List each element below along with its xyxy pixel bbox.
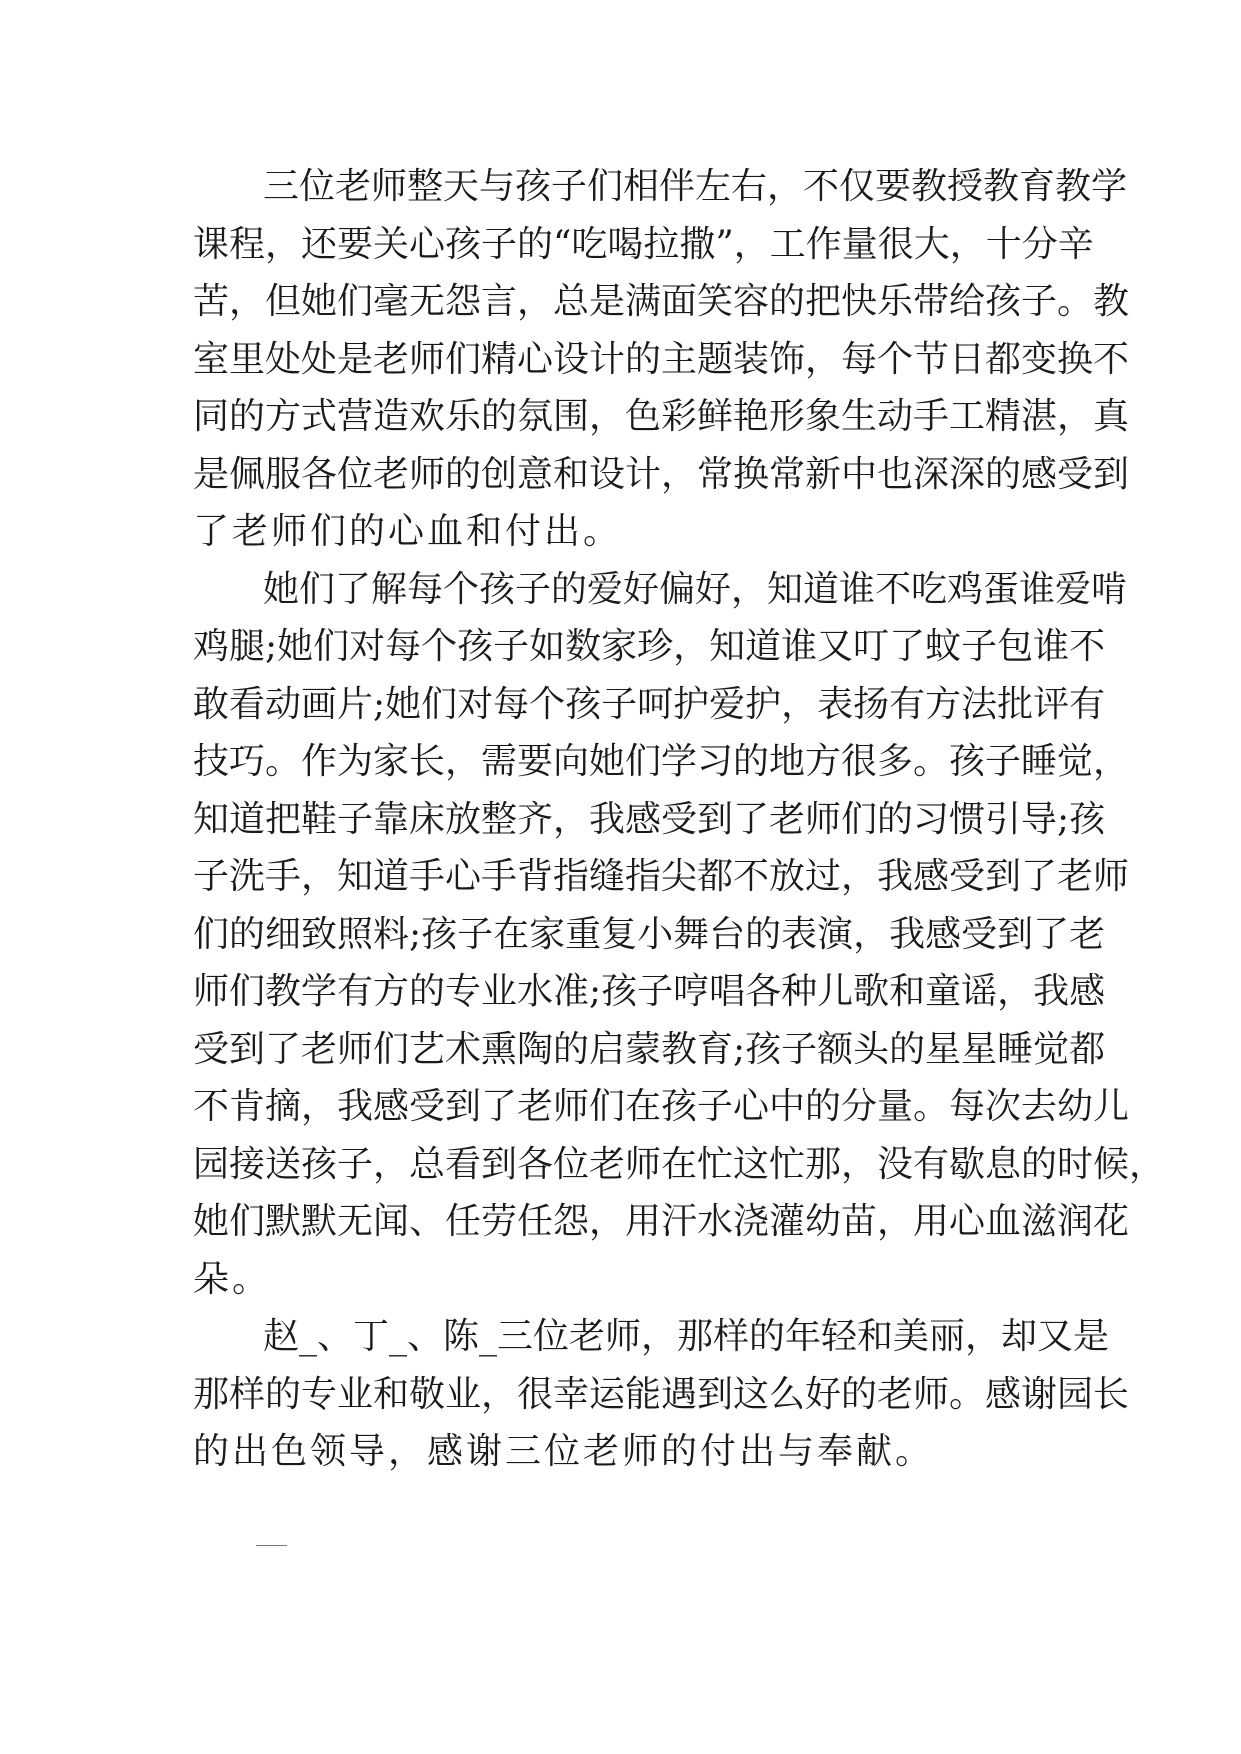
paragraph-1	[193, 158, 1130, 561]
text-line: 知道把鞋子靠床放整齐，我感受到了老师们的习惯引导;孩	[193, 798, 1106, 840]
text-line: 技巧。作为家长，需要向她们学习的地方很多。孩子睡觉，	[193, 741, 1130, 782]
text-line: 课程，还要关心孩子的“吃喝拉撒”，工作量很大，十分辛	[193, 223, 1094, 265]
text-line: 了老师们的心血和付出。	[193, 511, 623, 552]
text-line: 她们了解每个孩子的爱好偏好，知道谁不吃鸡蛋谁爱啃	[263, 568, 1128, 610]
text-line: 园接送孩子，总看到各位老师在忙这忙那，没有歇息的时候，	[193, 1143, 1166, 1185]
text-line: 师们教学有方的专业水准;孩子哼唱各种儿歌和童谣，我感	[193, 971, 1106, 1012]
text-line: 朵。	[193, 1258, 272, 1300]
body-text	[193, 158, 1166, 1481]
paragraph-3	[193, 1308, 1130, 1481]
text-line: 那样的专业和敬业，很幸运能遇到这么好的老师。感谢园长	[193, 1373, 1130, 1415]
text-line: 室里处处是老师们精心设计的主题装饰，每个节日都变换不	[193, 338, 1130, 380]
text-line: 同的方式营造欢乐的氛围，色彩鲜艳形象生动手工精湛，真	[193, 396, 1130, 437]
text-line: 鸡腿;她们对每个孩子如数家珍，知道谁又叮了蚊子包谁不	[193, 626, 1106, 667]
text-line: 子洗手，知道手心手背指缝指尖都不放过，我感受到了老师	[193, 856, 1130, 897]
text-line: 受到了老师们艺术熏陶的启蒙教育;孩子额头的星星睡觉都	[193, 1028, 1106, 1070]
text-line: 苦，但她们毫无怨言，总是满面笑容的把快乐带给孩子。教	[193, 281, 1130, 322]
text-line: 她们默默无闻、任劳任怨，用汗水浇灌幼苗，用心血滋润花	[193, 1201, 1130, 1242]
text-line: 们的细致照料;孩子在家重复小舞台的表演，我感受到了老	[193, 913, 1106, 955]
text-line: 是佩服各位老师的创意和设计，常换常新中也深深的感受到	[193, 453, 1130, 495]
text-line: 赵_、丁_、陈_三位老师，那样的年轻和美丽，却又是	[263, 1316, 1110, 1357]
text-line: 敢看动画片;她们对每个孩子呵护爱护，表扬有方法批评有	[193, 683, 1106, 725]
text-line: 的出色领导，感谢三位老师的付出与奉献。	[193, 1431, 935, 1472]
paragraph-2	[193, 561, 1166, 1309]
text-line: 三位老师整天与孩子们相伴左右，不仅要教授教育教学	[263, 166, 1128, 207]
footer-divider	[256, 1545, 287, 1546]
text-line: 不肯摘，我感受到了老师们在孩子心中的分量。每次去幼儿	[193, 1086, 1130, 1127]
